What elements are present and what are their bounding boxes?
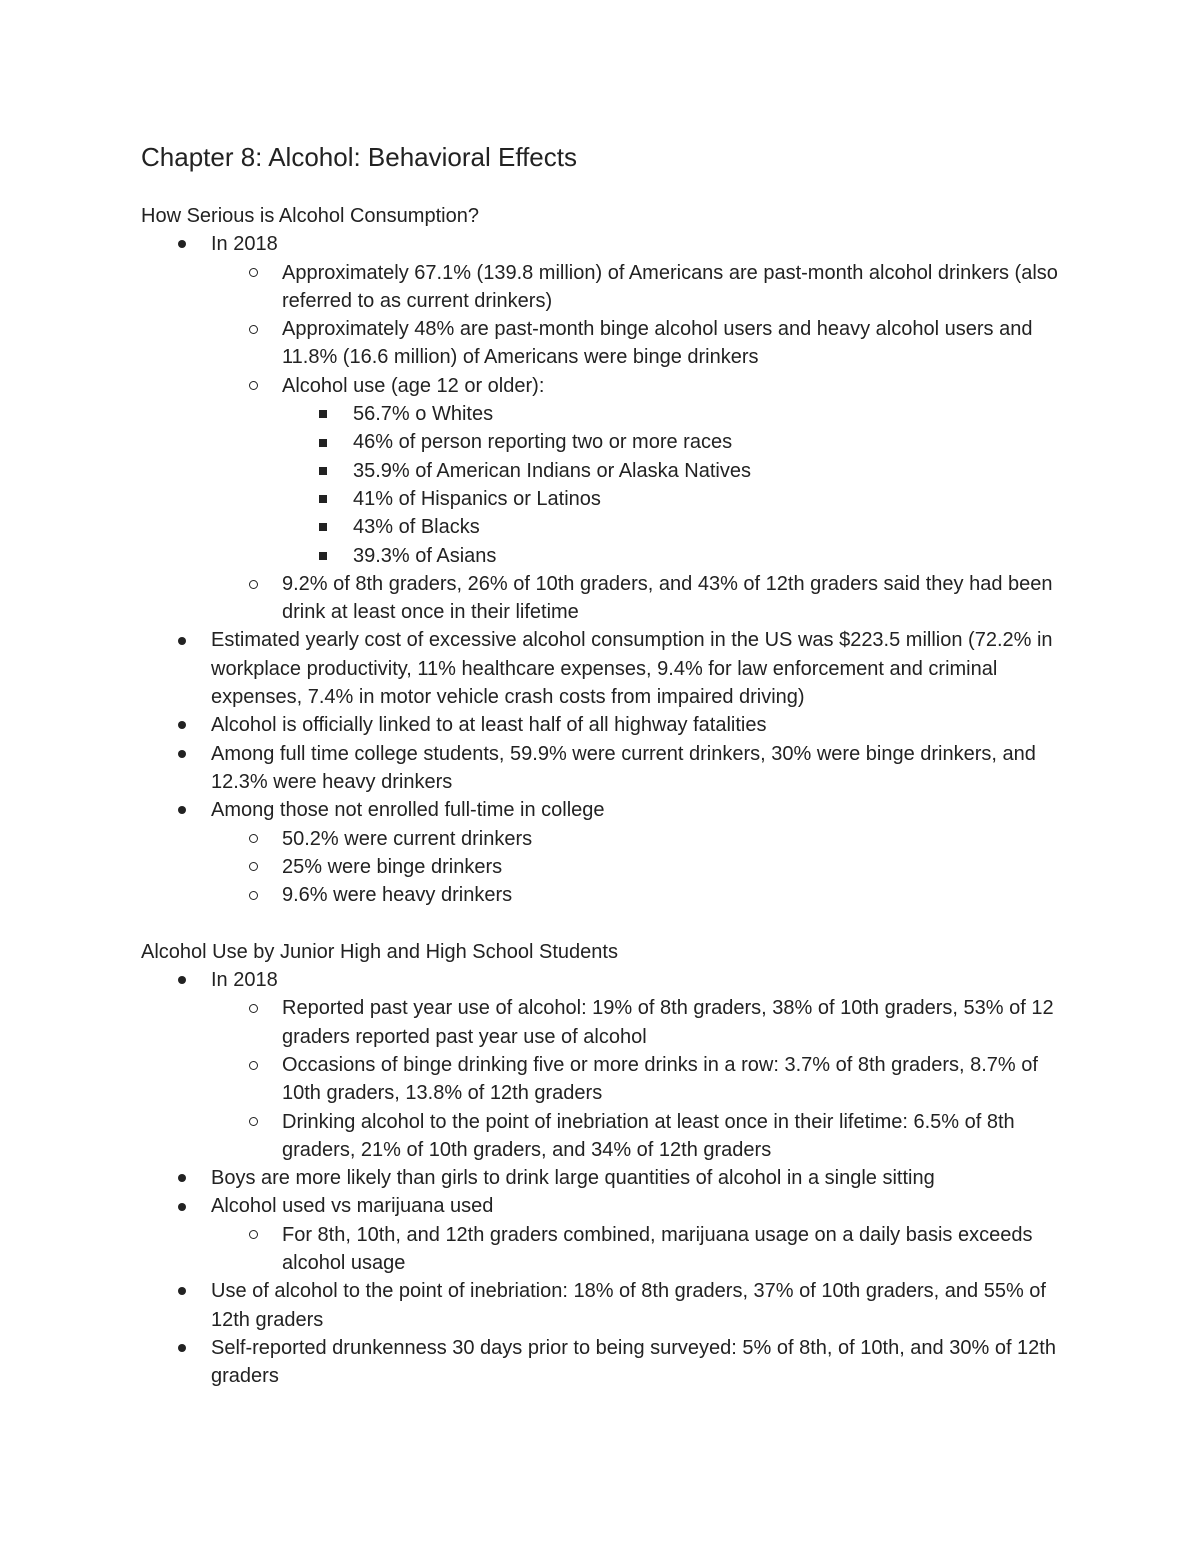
list-item-text: Self-reported drunkenness 30 days prior to being surveyed: 5% of 8th, of 10th, and 30% of 12th graders [211,1336,1056,1388]
list-item-level-3 [141,400,1071,428]
list-item-level-1 [141,796,1071,824]
bullet-square-icon [319,400,327,428]
bullet-circle-icon [249,259,258,287]
list-item-level-2 [141,570,1071,627]
bullet-disc-icon [178,626,186,654]
list-item-text: 9.6% were heavy drinkers [282,884,513,907]
list-item-text: Use of alcohol to the point of inebriation: 18% of 8th graders, 37% of 10th graders, and 55% of 12th graders [211,1280,1046,1331]
list-item-text: In 2018 [211,233,278,256]
list-item-text: 35.9% of American Indians or Alaska Natives [353,459,751,482]
list-item-text: 25% were binge drinkers [282,855,503,878]
bullet-list [141,966,1071,1390]
list-item-text: Among those not enrolled full-time in college [211,799,605,822]
list-item-level-3 [141,542,1071,570]
bullet-circle-icon [249,372,258,400]
bullet-circle-icon [249,1051,258,1079]
bullet-disc-icon [178,1192,186,1220]
list-item-text: 9.2% of 8th graders, 26% of 10th graders, and 43% of 12th graders said they had been drink at least once in their lifetime [282,572,1053,624]
section-heading: How Serious is Alcohol Consumption? [141,205,479,227]
bullet-disc-icon [178,1334,186,1362]
list-item-level-3 [141,428,1071,456]
list-item-level-2 [141,881,1071,909]
list-item-level-3 [141,457,1071,485]
list-item-text: Reported past year use of alcohol: 19% of 8th graders, 38% of 10th graders, 53% of 12 graders reported past year use of alcohol [282,997,1054,1048]
list-item-text: Estimated yearly cost of excessive alcohol consumption in the US was $223.5 million (72.2% in workplace productivity, 11% healthcare expenses, 9.4% for law enforcement and criminal expenses, 7.4% in motor vehicle crash costs from impaired driving) [211,629,1053,709]
list-item-text: Approximately 48% are past-month binge alcohol users and heavy alcohol users and 11.8% (16.6 million) of Americans were binge drinkers [282,318,1033,369]
list-item-level-1 [141,230,1071,258]
bullet-circle-icon [249,315,258,343]
list-item-text: Among full time college students, 59.9% were current drinkers, 30% were binge drinkers, and 12.3% were heavy drinkers [211,742,1036,793]
bullet-list [141,230,1071,909]
bullet-disc-icon [178,966,186,994]
list-item-level-3 [141,513,1071,541]
list-item-text: For 8th, 10th, and 12th graders combined, marijuana usage on a daily basis exceeds alcohol usage [282,1223,1033,1274]
bullet-circle-icon [249,881,258,909]
list-item-text: 46% of person reporting two or more races [353,431,733,454]
list-item-text: 56.7% o Whites [353,403,494,426]
list-item-text: 39.3% of Asians [353,544,497,567]
list-item-level-1 [141,740,1071,797]
bullet-disc-icon [178,711,186,739]
list-item-level-2 [141,994,1071,1051]
list-item-text: Boys are more likely than girls to drink large quantities of alcohol in a single sitting [211,1167,935,1190]
bullet-circle-icon [249,1221,258,1249]
list-item-level-2 [141,315,1071,372]
bullet-disc-icon [178,1164,186,1192]
bullet-circle-icon [249,853,258,881]
bullet-square-icon [319,485,327,513]
bullet-disc-icon [178,796,186,824]
bullet-square-icon [319,428,327,456]
list-item-level-1 [141,711,1071,739]
section-spacer [141,909,1071,937]
list-item-text: Drinking alcohol to the point of inebriation at least once in their lifetime: 6.5% of 8th graders, 21% of 10th graders, and 34% of 12th graders [282,1110,1015,1161]
list-item-level-2 [141,259,1071,316]
list-item-level-3 [141,485,1071,513]
list-item-level-2 [141,1051,1071,1108]
section-heading: Alcohol Use by Junior High and High School Students [141,940,618,963]
list-item-level-1 [141,966,1071,994]
section-1 [141,202,1071,909]
list-item-level-2 [141,1108,1071,1165]
list-item-text: 41% of Hispanics or Latinos [353,487,601,510]
bullet-square-icon [319,542,327,570]
list-item-level-2 [141,853,1071,881]
list-item-level-1 [141,1164,1071,1192]
list-item-text: Alcohol used vs marijuana used [211,1195,494,1218]
list-item-level-2 [141,1221,1071,1278]
section-2 [141,938,1071,1391]
bullet-disc-icon [178,740,186,768]
bullet-square-icon [319,457,327,485]
list-item-level-1 [141,1334,1071,1391]
document-body [141,138,1071,1390]
list-item-level-2 [141,825,1071,853]
bullet-circle-icon [249,994,258,1022]
list-item-level-1 [141,1192,1071,1220]
document-title: Chapter 8: Alcohol: Behavioral Effects [141,142,577,172]
list-item-text: 43% of Blacks [353,516,480,539]
bullet-square-icon [319,513,327,541]
bullet-circle-icon [249,825,258,853]
list-item-level-1 [141,1277,1071,1334]
list-item-text: Approximately 67.1% (139.8 million) of Americans are past-month alcohol drinkers (also referred to as current drinkers) [282,261,1058,312]
list-item-text: Alcohol use (age 12 or older): [282,374,545,397]
bullet-disc-icon [178,1277,186,1305]
bullet-disc-icon [178,230,186,258]
list-item-text: Alcohol is officially linked to at least half of all highway fatalities [211,714,767,737]
list-item-level-1 [141,626,1071,711]
list-item-text: 50.2% were current drinkers [282,827,533,850]
list-item-text: Occasions of binge drinking five or more drinks in a row: 3.7% of 8th graders, 8.7% of 10th graders, 13.8% of 12th graders [282,1053,1038,1105]
list-item-level-2 [141,372,1071,400]
list-item-text: In 2018 [211,969,278,992]
bullet-circle-icon [249,570,258,598]
bullet-circle-icon [249,1108,258,1136]
